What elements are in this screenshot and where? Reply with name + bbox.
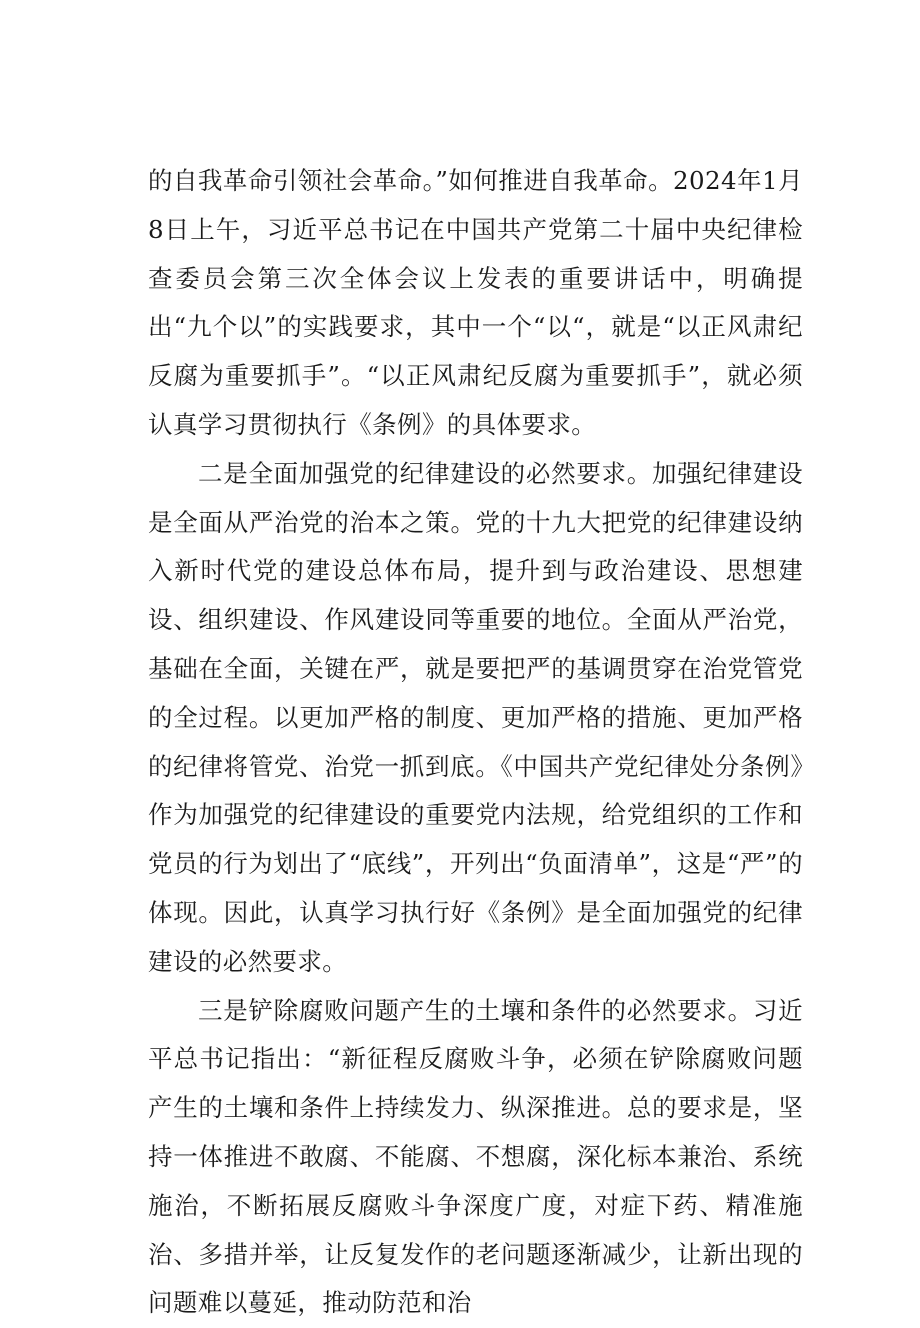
paragraph-2: 二是全面加强党的纪律建设的必然要求。加强纪律建设是全面从严治党的治本之策。党的十九大把党的纪律建设纳入新时代党的建设总体布局，提升到与政治建设、思想建设、组织建设、作风建设同等重要的地位。全面从严治党，基础在全面，关键在严，就是要把严的基调贯穿在治党管党的全过程。以更加严格的制度、更加严格的措施、更加严格的纪律将管党、治党一抓到底。《中国共产党纪律处分条例》作为加强党的纪律建设的重要党内法规，给党组织的工作和党员的行为划出了“底线”，开列出“负面清单”，这是“严”的体现。因此，认真学习执行好《条例》是全面加强党的纪律建设的必然要求。 xyxy=(148,458,803,976)
paragraph-1: 的自我革命引领社会革命。”如何推进自我革命。2024年1月8日上午，习近平总书记在中国共产党第二十届中央纪律检查委员会第三次全体会议上发表的重要讲话中，明确提出“九个以”的实践要求，其中一个“以“，就是“以正风肃纪反腐为重要抓手”。“以正风肃纪反腐为重要抓手”，就必须认真学习贯彻执行《条例》的具体要求。 xyxy=(148,166,803,439)
paragraph-3: 三是铲除腐败问题产生的土壤和条件的必然要求。习近平总书记指出：“新征程反腐败斗争，必须在铲除腐败问题产生的土壤和条件上持续发力、纵深推进。总的要求是，坚持一体推进不敢腐、不能腐、不想腐，深化标本兼治、系统施治，不断拓展反腐败斗争深度广度，对症下药、精准施治、多措并举，让反复发作的老问题逐渐减少，让新出现的问题难以蔓延，推动防范和治 xyxy=(148,995,803,1318)
document-body xyxy=(148,157,803,1328)
